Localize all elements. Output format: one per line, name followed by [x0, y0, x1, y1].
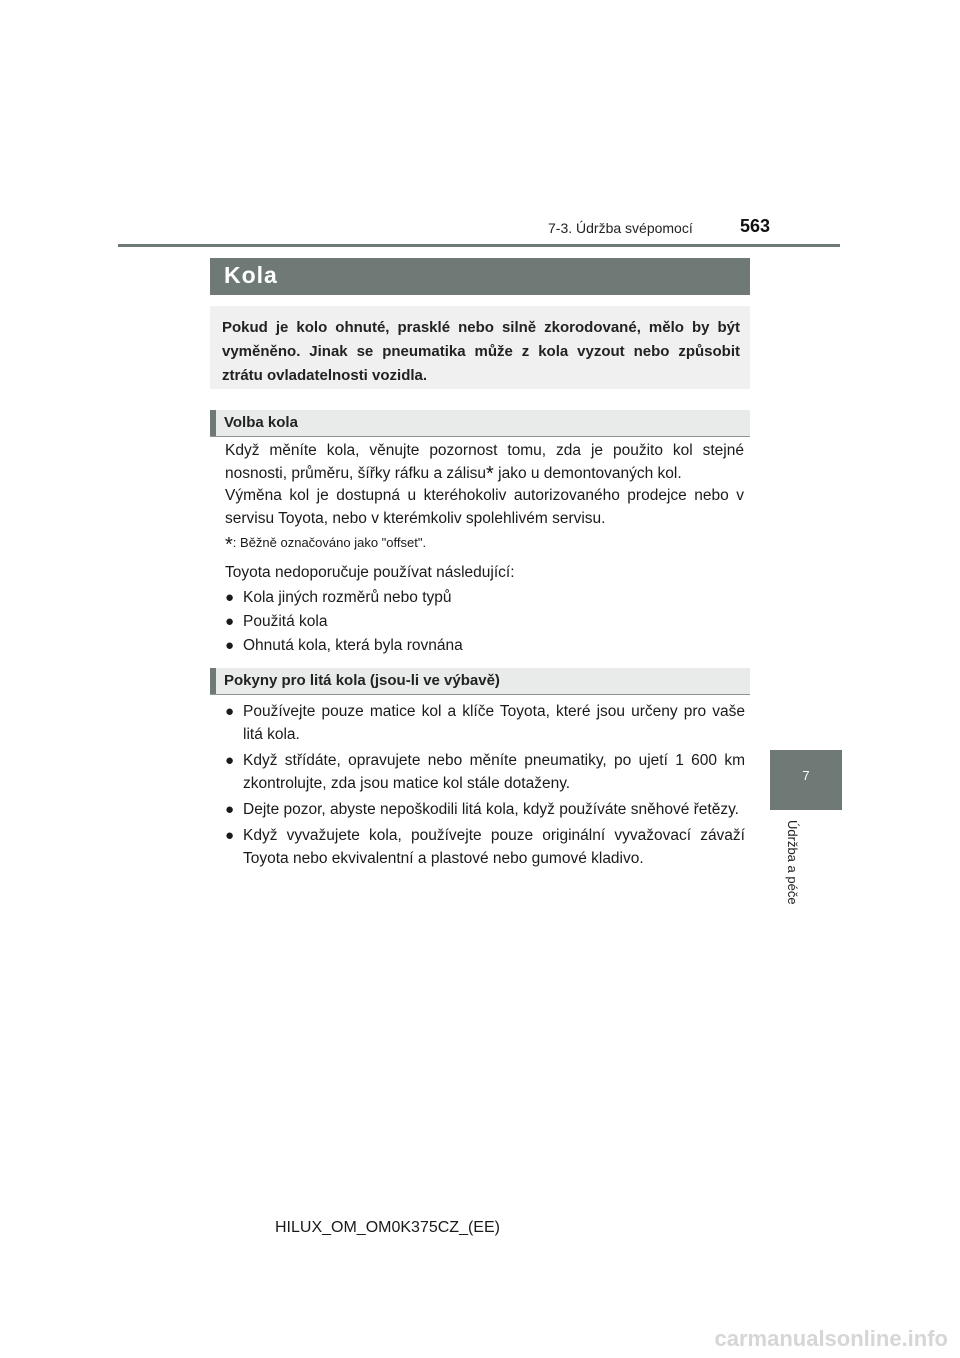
list-item-text: Používejte pouze matice kol a klíče Toyota, které jsou určeny pro vaše litá kola. [243, 703, 745, 743]
bullet-icon: ● [225, 637, 235, 654]
list-item [225, 610, 745, 633]
paragraph-wheel-selection [225, 440, 744, 530]
page-title: Kola [224, 262, 278, 288]
bullet-icon: ● [225, 827, 235, 844]
list-item-text: Dejte pozor, abyste nepoškodili litá kola, když používáte sněhové řetězy. [243, 801, 739, 818]
intro-text: Pokud je kolo ohnuté, prasklé nebo silně zkorodované, mělo by být vyměněno. Jinak se pneumatika může z kola vyzout nebo způsobit ztrátu ovladatelnosti vozidla. [222, 319, 740, 384]
list-item [225, 749, 745, 795]
document-code: HILUX_OM_OM0K375CZ_(EE) [275, 1219, 500, 1236]
chapter-side-label: Údržba a péče [785, 820, 800, 905]
bullet-icon: ● [225, 703, 235, 720]
chapter-number: 7 [802, 768, 810, 783]
list-item-text: Když střídáte, opravujete nebo měníte pneumatiky, po ujetí 1 600 km zkontrolujte, zda jsou matice kol stále dotaženy. [243, 752, 745, 792]
list-item-text: Kola jiných rozměrů nebo typů [243, 589, 452, 606]
paragraph-availability: Výměna kol je dostupná u kteréhokoliv autorizovaného prodejce nebo v servisu Toyota, nebo v kterémkoliv spolehlivém servisu. [225, 487, 744, 527]
header-rule [118, 244, 840, 247]
list-item-text: Použitá kola [243, 613, 328, 630]
list-item [225, 824, 745, 870]
subheading-alloy-wheels [210, 668, 750, 695]
list-item [225, 586, 745, 609]
paragraph-text-a: Když měníte kola, věnujte pozornost tomu, zda je použito kol stejné nosnosti, průměru, šířky ráfku a zálisu [225, 442, 744, 482]
bullet-icon: ● [225, 589, 235, 606]
list-item [225, 634, 745, 657]
bullet-icon: ● [225, 801, 235, 818]
footnote-asterisk: * [225, 534, 233, 556]
subheading-bar [210, 410, 216, 436]
chapter-tab [770, 750, 842, 810]
subheading-wheel-selection [210, 410, 750, 437]
asterisk-mark: * [486, 462, 494, 485]
footnote [225, 534, 426, 557]
subheading-text: Volba kola [224, 414, 298, 431]
bullet-list-alloy-wheels [225, 700, 745, 870]
title-banner [210, 258, 750, 295]
list-item [225, 798, 745, 821]
header-section-title: 7-3. Údržba svépomocí [548, 220, 693, 236]
footnote-text: : Běžně označováno jako "offset". [232, 535, 427, 550]
subheading-bar [210, 668, 216, 694]
subheading-text: Pokyny pro litá kola (jsou-li ve výbavě) [224, 672, 500, 689]
bullet-icon: ● [225, 752, 235, 769]
list-item-text: Ohnutá kola, která byla rovnána [243, 637, 463, 654]
paragraph-text-b: jako u demontovaných kol. [493, 464, 682, 482]
page-number: 563 [740, 216, 771, 236]
bullet-icon: ● [225, 613, 235, 630]
lead-sentence: Toyota nedoporučuje používat následující: [225, 564, 515, 581]
bullet-list-not-recommended [225, 586, 745, 657]
intro-box [210, 306, 750, 389]
watermark: carmanualsonline.info [714, 1326, 948, 1351]
list-item-text: Když vyvažujete kola, používejte pouze originální vyvažovací závaží Toyota nebo ekvivalentní a plastové nebo gumové kladivo. [243, 827, 745, 867]
list-item [225, 700, 745, 746]
